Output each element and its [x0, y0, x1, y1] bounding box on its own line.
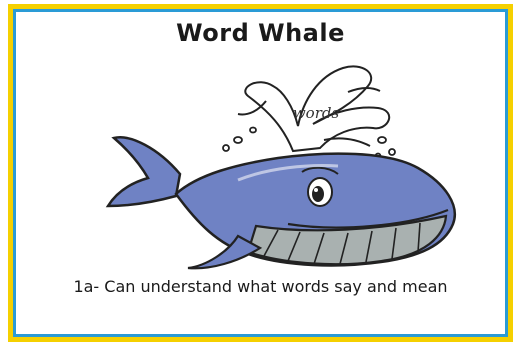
word-whale-card — [8, 4, 513, 342]
spout-text: words — [292, 104, 340, 122]
card-title: Word Whale — [176, 19, 345, 47]
card-caption: 1a- Can understand what words say and mean — [73, 277, 448, 296]
whale-illustration — [88, 56, 488, 280]
card-inner-border — [13, 9, 508, 337]
whale-tail — [108, 137, 180, 206]
